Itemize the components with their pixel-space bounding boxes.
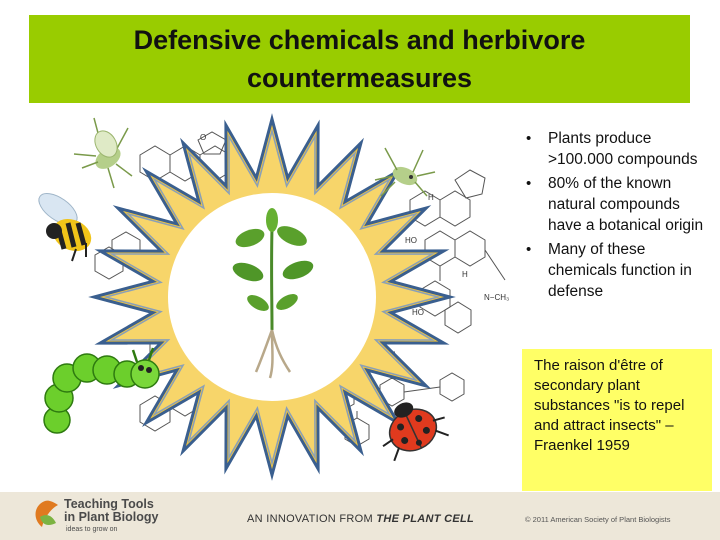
logo-text (64, 498, 158, 524)
chem-label: H (462, 270, 468, 279)
bullet-text: Many of these chemicals function in defense (548, 241, 692, 300)
bullet-item (522, 173, 712, 236)
caterpillar-icon (44, 348, 159, 433)
logo-tagline: ideas to grow on (66, 526, 118, 533)
chem-label: N−CH₃ (484, 293, 510, 302)
slide-title: Defensive chemicals and herbivore countermeasures (133, 25, 586, 93)
chem-label: H (428, 193, 434, 202)
bullet-text: Plants produce >100.000 compounds (548, 130, 698, 168)
copyright-text: © 2011 American Society of Plant Biologists (525, 515, 671, 524)
bee-icon (34, 187, 97, 261)
bullet-item (522, 128, 712, 170)
chem-label: HO (405, 236, 417, 245)
bullet-text: 80% of the known natural compounds have a botanical origin (548, 175, 704, 234)
innovation-credit (247, 513, 474, 525)
logo-line-1: Teaching Tools (64, 497, 154, 511)
innovation-prefix: AN INNOVATION FROM (247, 513, 377, 525)
title-bar (29, 15, 690, 103)
bullet-list (522, 128, 712, 305)
leaf-logo-icon (30, 497, 60, 531)
bullet-dot-icon: • (526, 130, 532, 147)
bullet-dot-icon: • (526, 241, 532, 258)
innovation-brand: THE PLANT CELL (376, 513, 475, 525)
bullet-item (522, 239, 712, 302)
quote-box (522, 349, 712, 491)
logo-line-2: in Plant Biology (64, 510, 159, 524)
aphid-icon (74, 118, 132, 188)
bullet-dot-icon: • (526, 175, 532, 192)
defense-illustration (0, 110, 520, 490)
chem-label: O (200, 133, 207, 142)
chem-label: HO (412, 308, 424, 317)
quote-text: The raison d'être of secondary plant substances "is to repel and attract insects" – Fraenkel 1959 (534, 357, 685, 454)
